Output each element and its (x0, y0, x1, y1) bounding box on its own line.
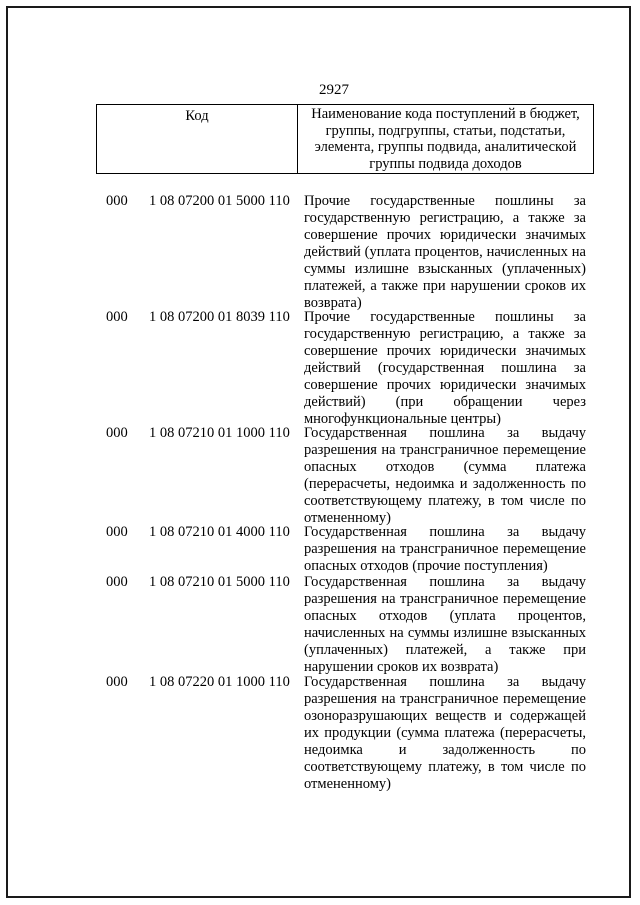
description-line: соответствующему платежу, в том числе по (304, 759, 586, 775)
admin-code: 000 (106, 425, 128, 441)
description-line: их продукции (сумма платежа (перерасчеты, (304, 725, 586, 741)
description-line: отмененному) (304, 510, 391, 526)
revenue-description (304, 193, 586, 312)
description-line: совершение прочих юридически значимых (304, 227, 586, 243)
description-line: платежей, а также при нарушении сроков их (304, 278, 586, 294)
admin-code: 000 (106, 674, 128, 690)
page-number: 2927 (319, 82, 349, 98)
revenue-description (304, 309, 586, 428)
revenue-description (304, 574, 586, 676)
description-line: действий (государственная пошлина за (304, 360, 586, 376)
description-line: соответствующему платежу, в том числе по (304, 493, 586, 509)
description-line: суммы излишне взысканных (уплаченных) (304, 261, 586, 277)
description-line: государственную регистрацию, а также за (304, 326, 586, 342)
description-line: разрешения на трансграничное перемещение (304, 442, 586, 458)
description-line: разрешения на трансграничное перемещение (304, 691, 586, 707)
description-line: опасных отходов (прочие поступления) (304, 558, 548, 574)
revenue-description (304, 425, 586, 527)
header-code-column: Код (97, 105, 298, 173)
admin-code: 000 (106, 524, 128, 540)
description-line: многофункциональные центры) (304, 411, 501, 427)
revenue-code: 1 08 07200 01 8039 110 (149, 309, 290, 325)
revenue-description (304, 524, 586, 575)
description-line: начисленных на суммы излишне взысканных (304, 625, 586, 641)
description-line: (перерасчеты, недоимка и задолженность по (304, 476, 586, 492)
description-line: действий (уплата процентов, начисленных на (304, 244, 586, 260)
description-line: Прочие государственные пошлины за (304, 193, 586, 209)
revenue-code: 1 08 07200 01 5000 110 (149, 193, 290, 209)
description-line: недоимка и задолженность по (304, 742, 586, 758)
description-line: государственную регистрацию, а также за (304, 210, 586, 226)
description-line: нарушении сроков их возврата) (304, 659, 499, 675)
description-line: совершение прочих юридически значимых (304, 377, 586, 393)
revenue-code: 1 08 07210 01 4000 110 (149, 524, 290, 540)
description-line: совершение прочих юридически значимых (304, 343, 586, 359)
description-line: (уплаченных) платежей, а также при (304, 642, 586, 658)
revenue-code: 1 08 07210 01 1000 110 (149, 425, 290, 441)
description-line: разрешения на трансграничное перемещение (304, 591, 586, 607)
description-line: разрешения на трансграничное перемещение (304, 541, 586, 557)
description-line: Государственная пошлина за выдачу (304, 574, 586, 590)
description-line: Государственная пошлина за выдачу (304, 674, 586, 690)
description-line: действий) (при обращении через (304, 394, 586, 410)
description-line: опасных отходов (сумма платежа (304, 459, 586, 475)
admin-code: 000 (106, 574, 128, 590)
admin-code: 000 (106, 193, 128, 209)
description-line: возврата) (304, 295, 362, 311)
admin-code: 000 (106, 309, 128, 325)
revenue-description (304, 674, 586, 793)
description-line: Прочие государственные пошлины за (304, 309, 586, 325)
description-line: Государственная пошлина за выдачу (304, 425, 586, 441)
description-line: опасных отходов (уплата процентов, (304, 608, 586, 624)
description-line: озоноразрушающих веществ и содержащей (304, 708, 586, 724)
description-line: Государственная пошлина за выдачу (304, 524, 586, 540)
header-name-column: Наименование кода поступлений в бюджет, группы, подгруппы, статьи, подстатьи, элемента, группы подвида, аналитической группы подвида доходов (311, 106, 580, 172)
revenue-code: 1 08 07220 01 1000 110 (149, 674, 290, 690)
description-line: отмененному) (304, 776, 391, 792)
revenue-code: 1 08 07210 01 5000 110 (149, 574, 290, 590)
